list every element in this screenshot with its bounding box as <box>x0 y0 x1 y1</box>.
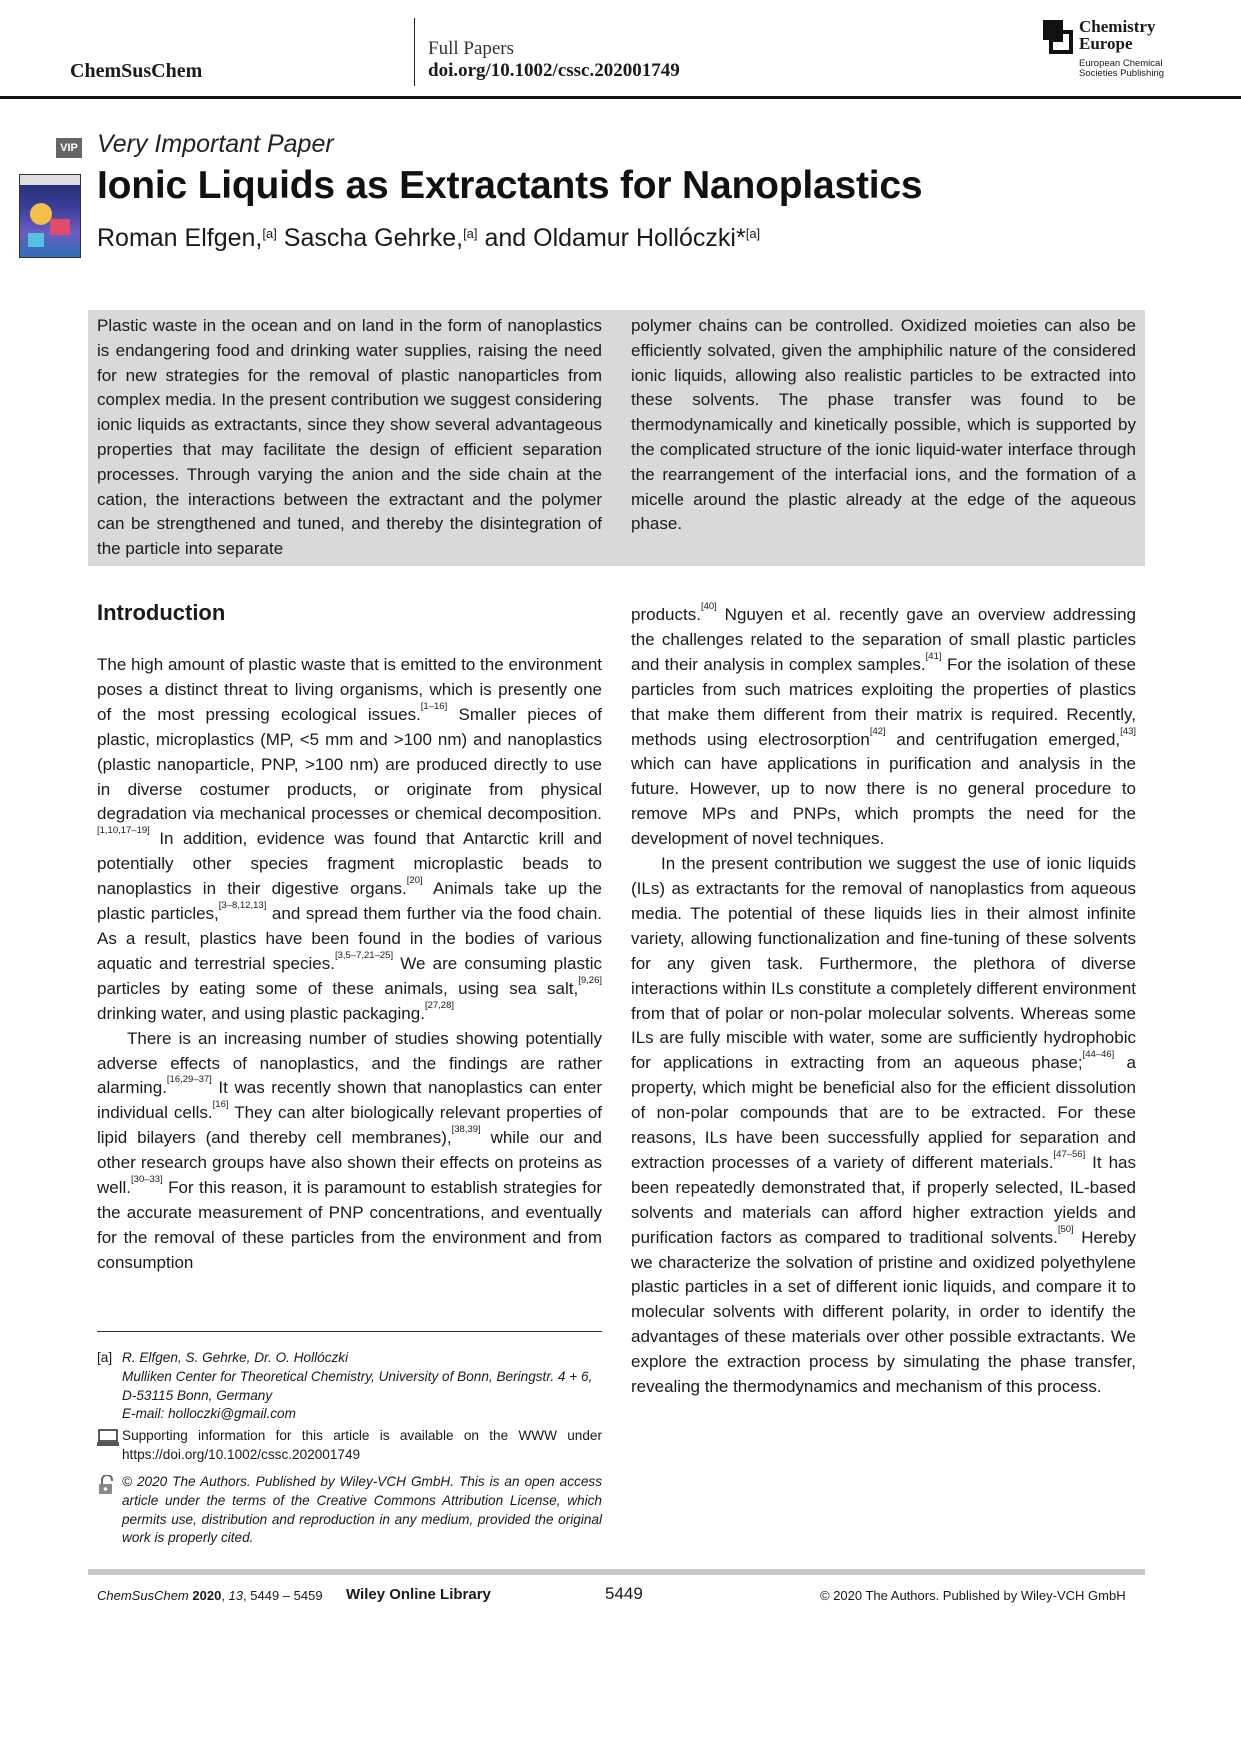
author-affiliation: [a] <box>463 226 478 241</box>
citation[interactable]: [47–56] <box>1053 1148 1086 1160</box>
journal-name: ChemSusChem <box>70 60 203 82</box>
citation[interactable]: [16,29–37] <box>166 1074 212 1086</box>
paragraph <box>97 1027 602 1276</box>
footer-copyright: © 2020 The Authors. Published by Wiley-VCH GmbH <box>820 1588 1126 1603</box>
text-run: a property, which might be beneficial also for the efficient dissolution of non-polar compounds that are to be extracted. For these reasons, ILs have been successfully applied for separation and extraction processes of a variety of different materials. <box>631 1053 1136 1172</box>
header-rule <box>0 96 1241 99</box>
affiliation-address: Mulliken Center for Theoretical Chemistry, University of Bonn, Beringstr. 4 + 6, D-53115 Bonn, Germany <box>122 1368 593 1403</box>
text-run: It was recently shown that nanoplastics can enter individual cells. <box>97 1078 602 1123</box>
citation[interactable]: [50] <box>1057 1223 1074 1235</box>
citation[interactable]: [42] <box>869 725 886 737</box>
paper-title: Ionic Liquids as Extractants for Nanoplastics <box>97 164 923 207</box>
chemistry-europe-logo[interactable] <box>1043 18 1213 84</box>
wiley-online-library-link[interactable]: Wiley Online Library <box>346 1586 491 1603</box>
publisher-subtitle-line1: European Chemical <box>1079 58 1163 69</box>
citation[interactable]: [41] <box>925 650 942 662</box>
citation[interactable]: [27,28] <box>424 999 454 1011</box>
citation[interactable]: [40] <box>700 601 717 612</box>
body-left-column <box>97 653 602 1276</box>
text-run: Nguyen et al. recently gave an overview addressing the challenges related to the separation of small plastic particles and their analysis in complex samples. <box>631 605 1136 674</box>
citation[interactable]: [3–8,12,13] <box>218 900 267 912</box>
text-run: while our and other research groups have also shown their effects on proteins as well. <box>97 1128 603 1198</box>
citation[interactable]: [1,10,17–19] <box>97 825 150 837</box>
citation[interactable]: [1–16] <box>420 700 448 712</box>
text-run: Smaller pieces of plastic, microplastics (MP, <5 mm and >100 nm) and nanoplastics (plastic nanoparticle, PNP, >100 nm) are produced directly to use in diverse costumer products, or originate from physical degradation via mechanical processes or chemical decomposition. <box>97 704 602 824</box>
affiliation-text <box>122 1349 602 1424</box>
text-run: The high amount of plastic waste that is emitted to the environment poses a distinct threat to living organisms, which is presently one of the most pressing ecological issues. <box>97 655 602 724</box>
text-run: Hereby we characterize the solvation of pristine and oxidized polyethylene plastic particles in a set of different ionic liquids, and compare it to molecular solvents with different polarity, in order to identify the advantages of these materials over other possible extractants. We explore the extraction process by simulating the phase transfer, revealing the thermodynamics and mechanism of this process. <box>631 1227 1137 1397</box>
author-name: Sascha Gehrke, <box>283 224 464 252</box>
paragraph <box>631 603 1136 852</box>
open-lock-icon <box>97 1475 117 1495</box>
paragraph <box>631 852 1136 1400</box>
citation[interactable]: [43] <box>1120 725 1137 737</box>
footnote-label: [a] <box>97 1350 113 1365</box>
text-run: It has been repeatedly demonstrated that, if properly selected, IL-based solvents and materials can afford higher extraction yields and purification factors as compared to traditional solvents. <box>631 1152 1136 1247</box>
text-run: drinking water, and using plastic packaging. <box>97 1003 425 1023</box>
citation[interactable]: [3,5–7,21–25] <box>334 949 394 961</box>
publisher-subtitle-line2: Societies Publishing <box>1079 68 1165 79</box>
author-affiliation: [a] <box>262 226 277 241</box>
section-heading-introduction: Introduction <box>97 600 226 625</box>
text-run: In the present contribution we suggest the use of ionic liquids (ILs) as extractants for the removal of nanoplastics from aqueous media. The potential of these liquids lies in their almost infinite variety, allowing functionalization and fine-tuning of these solvents for any given task. Furthermore, the plethora of diverse interactions within ILs constitute a completely different environment from that of polar or non-polar molecular solvents. Whereas some ILs are fully miscible with water, some are sufficiently hydrophobic for applications in extracting from an aqueous phase; <box>631 854 1136 1073</box>
author-affiliation: [a] <box>745 226 761 241</box>
publisher-name-line2: Europe <box>1079 34 1133 53</box>
author-name: and Oldamur Hollóczki* <box>484 224 746 252</box>
doi-link[interactable]: doi.org/10.1002/cssc.202001749 <box>428 60 680 81</box>
vip-badge-icon: VIP <box>56 138 82 158</box>
text-run: which can have applications in purification and analysis in the future. However, up to now there is no general procedure to remove MPs and PNPs, which prompts the need for the development of novel techniques. <box>631 754 1136 849</box>
footer-citation: ChemSusChem 2020, 13, 5449 – 5459 <box>97 1588 323 1603</box>
citation[interactable]: [20] <box>406 875 423 887</box>
author-name: Roman Elfgen, <box>97 224 263 252</box>
citation[interactable]: [38,39] <box>451 1124 481 1136</box>
footer-pages: 5449 – 5459 <box>250 1588 323 1603</box>
citation[interactable]: [30–33] <box>131 1174 163 1186</box>
affiliation-names: R. Elfgen, S. Gehrke, Dr. O. Hollóczki <box>122 1350 349 1365</box>
footnote-rule <box>97 1331 602 1332</box>
text-run: We are consuming plastic particles by eating some of these animals, using sea salt, <box>97 953 602 998</box>
text-run: and spread them further via the food chain. As a result, plastics have been found in the bodies of various aquatic and terrestrial species. <box>97 904 603 973</box>
text-run: For the isolation of these particles from such matrices exploiting the properties of plastics that make them different from their matrix is required. Recently, methods using electrosorption <box>631 654 1136 749</box>
citation[interactable]: [16] <box>212 1099 229 1111</box>
footer-rule <box>88 1569 1145 1575</box>
text-run: In addition, evidence was found that Antarctic krill and potentially other species fragment microplastic beads to nanoplastics in their digestive organs. <box>97 829 602 899</box>
paragraph <box>97 653 602 1027</box>
supporting-info-text[interactable]: Supporting information for this article is available on the WWW under https://doi.org/10.1002/cssc.202001749 <box>122 1428 602 1462</box>
citation[interactable]: [44–46] <box>1082 1049 1115 1061</box>
journal-cover-thumbnail[interactable] <box>19 174 81 258</box>
footer-volume: 13 <box>228 1588 244 1603</box>
page-number: 5449 <box>605 1584 643 1603</box>
article-type: Full Papers <box>428 38 515 59</box>
text-run: and centrifugation emerged, <box>885 729 1121 749</box>
text-run: For this reason, it is paramount to establish strategies for the accurate measurement of PNP concentrations, and eventually for the removal of these particles from the environment and from consumption <box>97 1178 602 1272</box>
text-run: They can alter biologically relevant properties of lipid bilayers (and thereby cell membranes), <box>97 1103 603 1148</box>
vip-label: Very Important Paper <box>97 130 334 158</box>
abstract-left-column: Plastic waste in the ocean and on land in the form of nanoplastics is endangering food and drinking water supplies, raising the need for new strategies for the removal of plastic nanoparticles from complex media. In the present contribution we suggest considering ionic liquids as extractants, since they show several advantageous properties that may facilitate the design of efficient separation processes. Through varying the anion and the side chain at the cation, the interactions between the extractant and the polymer can be strengthened and tuned, and thereby the disintegration of the particle into separate <box>97 316 602 559</box>
computer-icon <box>97 1429 119 1447</box>
text-run: There is an increasing number of studies showing potentially adverse effects of nanoplastics, and the findings are rather alarming. <box>97 1028 602 1098</box>
affiliation-email[interactable]: E-mail: holloczki@gmail.com <box>122 1406 296 1422</box>
text-run: Animals take up the plastic particles, <box>97 879 603 924</box>
text-run: products. <box>631 605 701 624</box>
body-right-column <box>631 603 1136 1400</box>
citation[interactable]: [9,26] <box>578 974 602 986</box>
publisher-name-line1: Chemistry <box>1079 17 1156 36</box>
footer-year: 2020 <box>192 1588 222 1603</box>
abstract-right-column: polymer chains can be controlled. Oxidized moieties can also be efficiently solvated, given the amphiphilic nature of the considered ionic liquids, allowing also realistic particles to be extracted into these solvents. The phase transfer was found to be thermodynamically and kinetically possible, which is supported by the complicated structure of the ionic liquid-water interface through the rearrangement of the interfacial ions, and the formation of a micelle around the plastic already at the edge of the aqueous phase. <box>631 316 1136 534</box>
open-access-text: © 2020 The Authors. Published by Wiley-VCH GmbH. This is an open access article under the terms of the Creative Commons Attribution License, which permits use, distribution and reproduction in any medium, provided the original work is properly cited. <box>122 1474 602 1546</box>
header-divider <box>414 18 415 86</box>
footer-journal: ChemSusChem <box>97 1588 189 1603</box>
author-list <box>97 224 760 253</box>
chemistry-europe-mark-icon <box>1043 20 1073 54</box>
